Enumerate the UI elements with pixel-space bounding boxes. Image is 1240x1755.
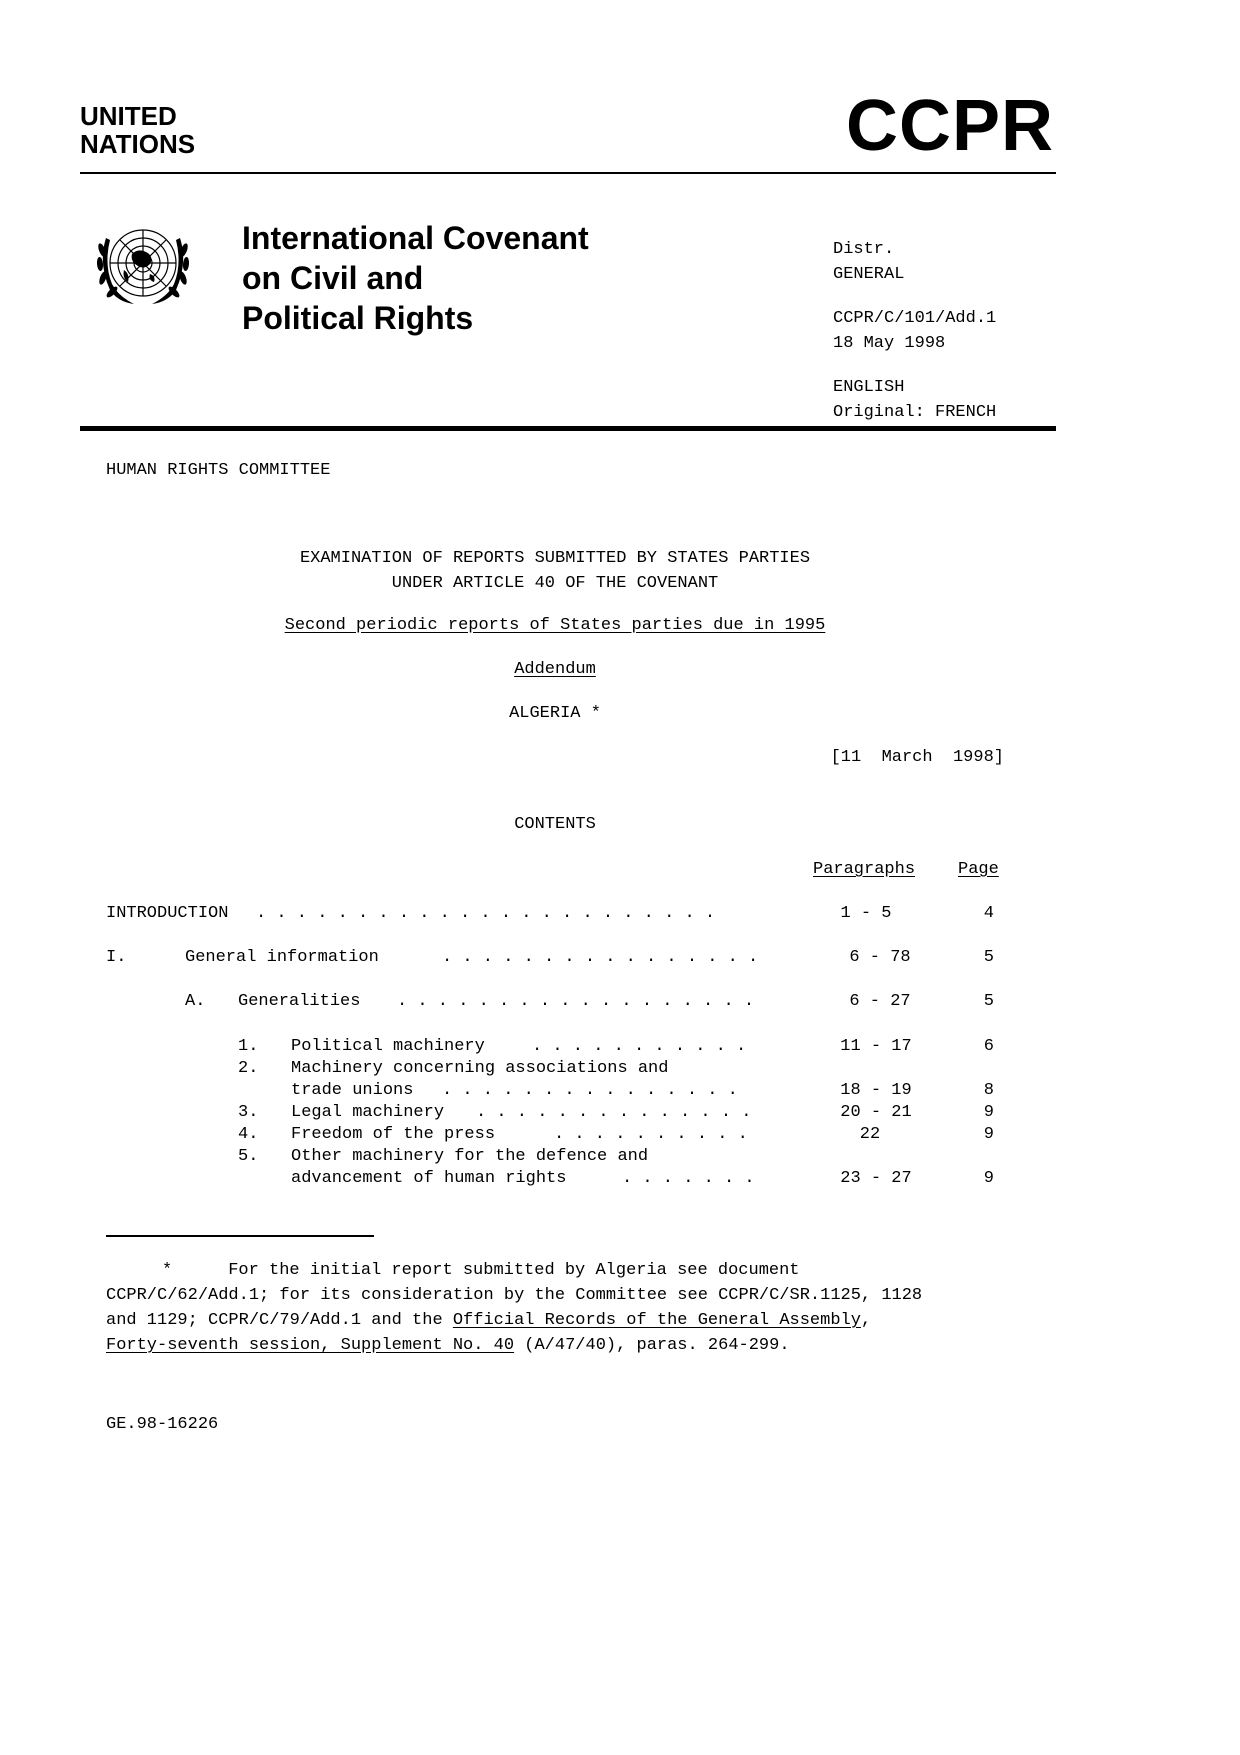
- doc-original-language: Original: FRENCH: [833, 403, 997, 422]
- footnote-line3: [106, 1308, 1036, 1333]
- distr-value: GENERAL: [833, 265, 905, 284]
- toc-entry-label: Other machinery for the defence and: [291, 1147, 649, 1166]
- toc-entry-label: Legal machinery: [291, 1103, 445, 1122]
- footnote: [106, 1258, 1036, 1358]
- toc-entry-paragraphs: 20 - 21: [840, 1103, 912, 1122]
- job-number: GE.98-16226: [106, 1415, 219, 1434]
- footnote-text: (A/47/40), paras. 264-299.: [514, 1336, 790, 1355]
- addendum-text: Addendum: [514, 660, 596, 679]
- country-name: ALGERIA *: [509, 704, 601, 723]
- doc-date: 18 May 1998: [833, 334, 946, 353]
- covenant-title-line3: Political Rights: [242, 300, 474, 336]
- org-name: [80, 102, 195, 158]
- toc-entry-label: Generalities: [238, 992, 361, 1011]
- toc-entry-paragraphs: 6 - 27: [849, 992, 911, 1011]
- toc-leader-dots: . . . . . . . . . . . . . .: [476, 1103, 752, 1122]
- toc-entry-number: I.: [106, 948, 127, 967]
- toc-leader-dots: . . . . . . . . . . . . . . .: [442, 1081, 738, 1100]
- toc-entry-page: 9: [983, 1103, 994, 1122]
- toc-entry-label: General information: [185, 948, 379, 967]
- footnote-marker: *: [162, 1261, 173, 1280]
- toc-entry-number: A.: [185, 992, 206, 1011]
- toc-leader-dots: . . . . . . . . . . . . . . . . . .: [397, 992, 755, 1011]
- covenant-title-line2: on Civil and: [242, 260, 424, 296]
- column-header-page: [958, 857, 999, 882]
- covenant-title-line1: International Covenant: [242, 220, 589, 256]
- toc-entry-page: 5: [983, 992, 994, 1011]
- document-title-line1: EXAMINATION OF REPORTS SUBMITTED BY STATES PARTIES: [299, 549, 811, 568]
- toc-entry-label: INTRODUCTION: [106, 904, 229, 923]
- toc-entry-page: 9: [983, 1169, 994, 1188]
- toc-entry-paragraphs: 1 - 5: [840, 904, 892, 923]
- toc-entry-page: 4: [983, 904, 994, 923]
- toc-entry-paragraphs: 22: [859, 1125, 881, 1144]
- received-date: [11 March 1998]: [830, 748, 1004, 767]
- footnote-divider: [106, 1235, 374, 1237]
- footnote-reference-session: Forty-seventh session, Supplement No. 40: [106, 1336, 515, 1355]
- doc-symbol: CCPR/C/101/Add.1: [833, 309, 997, 328]
- footnote-line1: [106, 1258, 1036, 1283]
- toc-entry-paragraphs: 6 - 78: [849, 948, 911, 967]
- toc-entry-label: Freedom of the press: [291, 1125, 496, 1144]
- toc-entry-number: 1.: [238, 1037, 259, 1056]
- toc-entry-page: 9: [983, 1125, 994, 1144]
- document-symbol-large: CCPR: [845, 86, 1054, 166]
- toc-leader-dots: . . . . . . .: [622, 1169, 755, 1188]
- header-divider: [80, 172, 1056, 174]
- covenant-title: [242, 218, 589, 338]
- toc-leader-dots: . . . . . . . . . . .: [532, 1037, 747, 1056]
- document-title-line2: UNDER ARTICLE 40 OF THE COVENANT: [391, 574, 719, 593]
- toc-leader-dots: . . . . . . . . . . . . . . . .: [442, 948, 759, 967]
- report-subtitle-text: Second periodic reports of States parties due in 1995: [284, 616, 826, 635]
- footnote-reference-title: Official Records of the General Assembly: [452, 1311, 861, 1330]
- toc-entry-label: Political machinery: [291, 1037, 485, 1056]
- toc-entry-page: 6: [983, 1037, 994, 1056]
- column-header-page-text: Page: [958, 860, 999, 879]
- report-subtitle: [106, 613, 1004, 638]
- committee-name: HUMAN RIGHTS COMMITTEE: [106, 461, 331, 480]
- toc-entry-page: 5: [983, 948, 994, 967]
- footnote-text: For the initial report submitted by Algeria see document: [228, 1261, 800, 1280]
- org-name-line1: UNITED: [80, 101, 177, 131]
- footnote-text: and 1129; CCPR/C/79/Add.1 and the: [106, 1311, 453, 1330]
- toc-entry-paragraphs: 18 - 19: [840, 1081, 912, 1100]
- document-title: [106, 546, 1004, 596]
- toc-entry-label: Machinery concerning associations and: [291, 1059, 669, 1078]
- toc-entry-paragraphs: 23 - 27: [840, 1169, 912, 1188]
- column-header-paragraphs-text: Paragraphs: [813, 860, 916, 879]
- addendum-label: [106, 657, 1004, 682]
- toc-leader-dots: . . . . . . . . . . . . . . . . . . . . . . .: [256, 904, 716, 923]
- toc-entry-label-continued: advancement of human rights: [291, 1169, 567, 1188]
- footnote-text: ,: [860, 1311, 872, 1330]
- distr-label: Distr.: [833, 240, 895, 259]
- column-header-paragraphs: [813, 857, 915, 882]
- footnote-line4: [106, 1333, 1036, 1358]
- distribution-block: [833, 237, 996, 425]
- toc-entry-number: 2.: [238, 1059, 259, 1078]
- doc-language: ENGLISH: [833, 378, 905, 397]
- toc-entry-label-continued: trade unions: [291, 1081, 414, 1100]
- toc-entry-page: 8: [983, 1081, 994, 1100]
- toc-entry-paragraphs: 11 - 17: [840, 1037, 912, 1056]
- toc-entry-number: 3.: [238, 1103, 259, 1122]
- org-name-line2: NATIONS: [80, 129, 196, 159]
- toc-entry-number: 5.: [238, 1147, 259, 1166]
- contents-heading: CONTENTS: [514, 815, 596, 834]
- footnote-line2: CCPR/C/62/Add.1; for its consideration by the Committee see CCPR/C/SR.1125, 1128: [106, 1286, 923, 1305]
- toc-leader-dots: . . . . . . . . . .: [554, 1125, 748, 1144]
- header-bottom-divider: [80, 426, 1056, 431]
- un-emblem-icon: [88, 218, 198, 312]
- toc-entry-number: 4.: [238, 1125, 259, 1144]
